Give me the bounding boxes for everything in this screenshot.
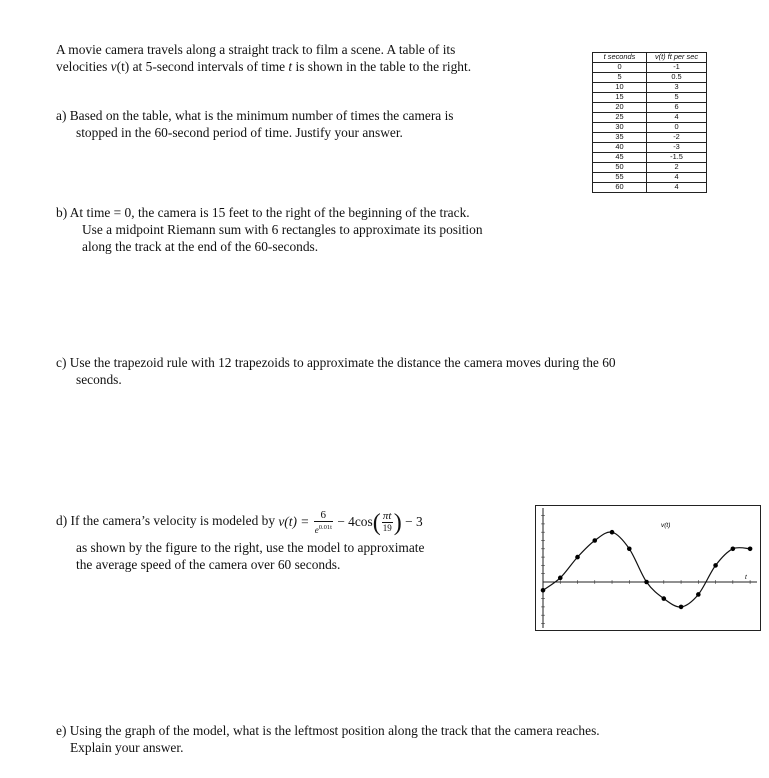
- data-point: [558, 576, 563, 581]
- table-row: [593, 73, 707, 83]
- intro-v-arg: (t): [116, 59, 130, 74]
- part-b-line-3: along the track at the end of the 60-seconds.: [82, 239, 319, 254]
- cell-v: 0: [647, 123, 707, 133]
- paren-close: ): [393, 509, 402, 536]
- part-a: [56, 107, 454, 141]
- cell-v: 4: [647, 173, 707, 183]
- part-a-line-2: stopped in the 60-second period of time. Justify your answer.: [76, 125, 403, 140]
- table-row: [593, 183, 707, 193]
- cell-v: -1.5: [647, 153, 707, 163]
- data-point: [748, 547, 753, 552]
- cell-t: 20: [593, 103, 647, 113]
- header-t: t seconds: [593, 53, 647, 63]
- formula-num: 6: [320, 508, 327, 521]
- data-point: [644, 580, 649, 585]
- part-c-line-1: c) Use the trapezoid rule with 12 trapezoids to approximate the distance the camera moves during the 60: [56, 355, 616, 370]
- intro-line-2c: is shown in the table to the right.: [292, 59, 472, 74]
- formula-cos: − 4cos: [337, 513, 373, 529]
- table-header-row: [593, 53, 707, 63]
- part-a-line-1: a) Based on the table, what is the minimum number of times the camera is: [56, 108, 454, 123]
- intro-text: [56, 41, 471, 75]
- formula-den-exp: 0.01t: [318, 523, 332, 531]
- data-point: [541, 588, 546, 593]
- cell-t: 40: [593, 143, 647, 153]
- cell-t: 30: [593, 123, 647, 133]
- data-point: [610, 530, 615, 535]
- part-e-line-1: e) Using the graph of the model, what is the leftmost position along the track that the camera reaches.: [56, 723, 600, 738]
- table-row: [593, 153, 707, 163]
- formula-den-base: e: [314, 524, 319, 535]
- data-point: [679, 605, 684, 610]
- table-row: [593, 163, 707, 173]
- axis-label-t: t: [745, 574, 747, 581]
- formula-arg-den: 19: [382, 523, 392, 534]
- formula-fn: v(t) =: [278, 513, 310, 529]
- data-point: [696, 592, 701, 597]
- cell-v: 4: [647, 183, 707, 193]
- part-d-line-3: the average speed of the camera over 60 seconds.: [76, 557, 341, 572]
- part-e: [56, 722, 600, 756]
- table-row: [593, 133, 707, 143]
- intro-v: v: [110, 59, 117, 74]
- formula-den: [314, 521, 333, 536]
- formula-arg-num: πt: [382, 510, 392, 523]
- cell-t: 0: [593, 63, 647, 73]
- cell-t: 60: [593, 183, 647, 193]
- cell-v: 3: [647, 83, 707, 93]
- cell-v: 4: [647, 113, 707, 123]
- cell-t: 15: [593, 93, 647, 103]
- data-point: [731, 547, 736, 552]
- curve-label: v(t): [661, 522, 671, 529]
- cell-t: 35: [593, 133, 647, 143]
- data-point: [592, 538, 597, 543]
- part-c-line-2: seconds.: [76, 372, 122, 387]
- paren-open: (: [372, 509, 381, 536]
- part-b-line-1: b) At time = 0, the camera is 15 feet to the right of the beginning of the track.: [56, 205, 470, 220]
- cell-v: 6: [647, 103, 707, 113]
- cell-t: 10: [593, 83, 647, 93]
- part-d-line-1: [56, 506, 424, 536]
- intro-line-1: A movie camera travels along a straight track to film a scene. A table of its: [56, 42, 456, 57]
- part-d-lead: d) If the camera’s velocity is modeled by: [56, 513, 279, 528]
- header-v: v(t) ft per sec: [647, 53, 707, 63]
- intro-t: t: [288, 59, 293, 74]
- part-e-line-2: Explain your answer.: [70, 740, 184, 755]
- part-b-line-2: Use a midpoint Riemann sum with 6 rectangles to approximate its position: [82, 222, 483, 237]
- part-b: [56, 204, 483, 255]
- intro-line-2b: at 5-second intervals of time: [129, 59, 289, 74]
- velocity-table: [592, 52, 707, 193]
- table-row: [593, 63, 707, 73]
- table-row: [593, 143, 707, 153]
- table-row: [593, 123, 707, 133]
- velocity-formula: [278, 507, 422, 537]
- formula-fraction: [314, 510, 333, 536]
- data-point: [662, 596, 667, 601]
- cell-v: -2: [647, 133, 707, 143]
- formula-arg: [382, 511, 393, 534]
- data-point: [713, 563, 718, 568]
- cell-t: 55: [593, 173, 647, 183]
- table-row: [593, 93, 707, 103]
- cell-v: -1: [647, 63, 707, 73]
- cell-t: 5: [593, 73, 647, 83]
- velocity-graph: [535, 505, 761, 631]
- cell-t: 45: [593, 153, 647, 163]
- part-c: [56, 354, 616, 388]
- table-row: [593, 103, 707, 113]
- intro-line-2a: velocities: [56, 59, 111, 74]
- part-d: [56, 506, 424, 573]
- data-point: [575, 555, 580, 560]
- table-row: [593, 173, 707, 183]
- part-d-line-2: as shown by the figure to the right, use the model to approximate: [76, 540, 425, 555]
- table-row: [593, 83, 707, 93]
- cell-v: -3: [647, 143, 707, 153]
- table-row: [593, 113, 707, 123]
- cell-t: 25: [593, 113, 647, 123]
- cell-v: 2: [647, 163, 707, 173]
- cell-v: 5: [647, 93, 707, 103]
- data-point: [627, 547, 632, 552]
- cell-v: 0.5: [647, 73, 707, 83]
- cell-t: 50: [593, 163, 647, 173]
- formula-tail: − 3: [405, 513, 423, 529]
